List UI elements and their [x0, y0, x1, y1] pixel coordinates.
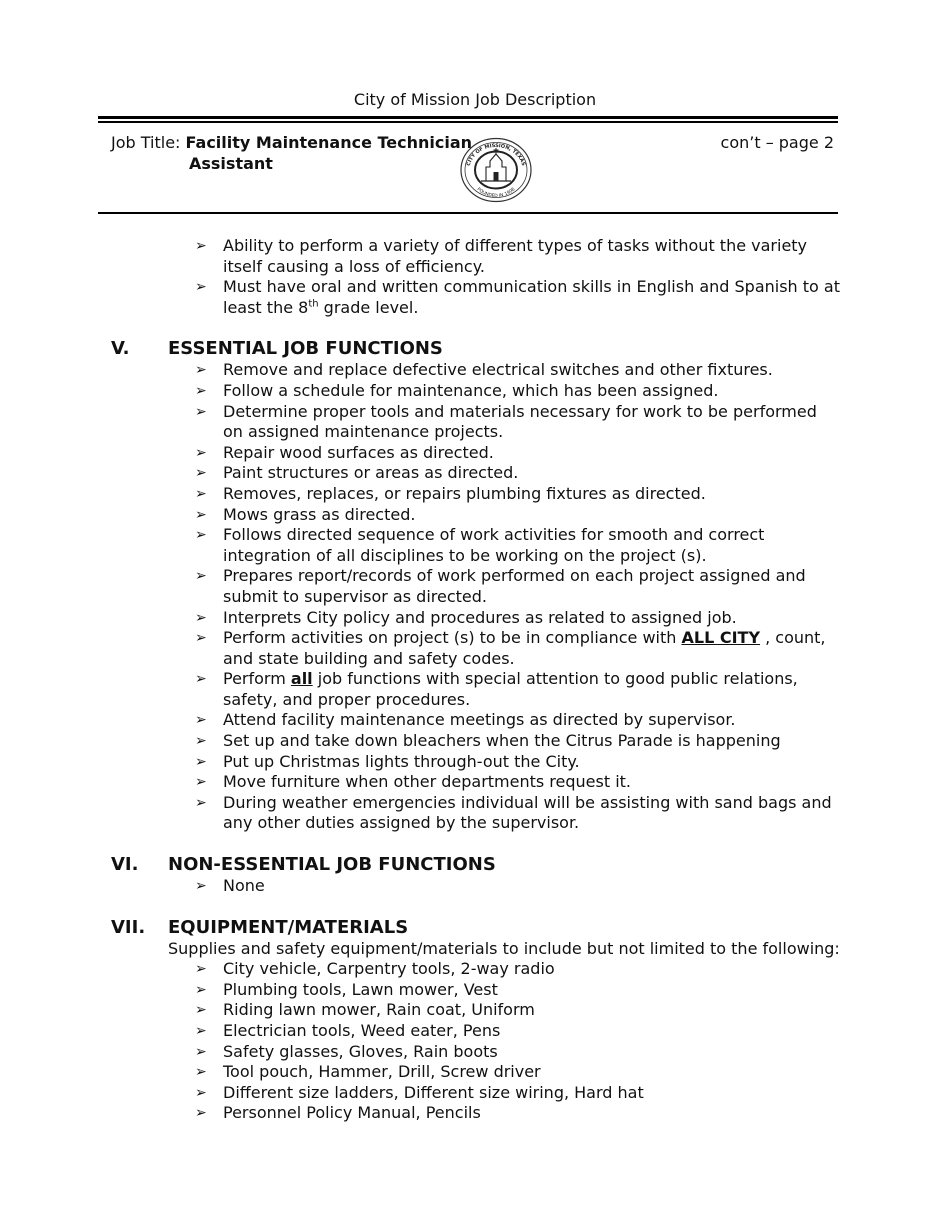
- section-title: EQUIPMENT/MATERIALS: [168, 916, 409, 938]
- list-item: ➢ Personnel Policy Manual, Pencils: [195, 1103, 481, 1123]
- arrow-bullet-icon: ➢: [195, 362, 207, 379]
- seal-top-text: CITY OF MISSION, TEXAS: [465, 142, 527, 167]
- list-item: ➢ Set up and take down bleachers when the Citrus Parade is happening: [195, 731, 781, 751]
- arrow-bullet-icon: ➢: [195, 527, 207, 544]
- section-heading-non-essential: [0, 854, 950, 876]
- arrow-bullet-icon: ➢: [195, 609, 207, 626]
- non-essential-functions-list: [0, 876, 950, 897]
- arrow-bullet-icon: ➢: [195, 1023, 207, 1039]
- arrow-bullet-icon: ➢: [195, 506, 207, 523]
- arrow-bullet-icon: ➢: [195, 403, 207, 420]
- list-item: ➢ Follows directed sequence of work activities for smooth and correct integration of all disciplines to be working on the project (s).: [195, 525, 765, 565]
- arrow-bullet-icon: ➢: [195, 794, 207, 811]
- emphasis-all-city: ALL CITY: [681, 628, 761, 648]
- list-item: ➢ Ability to perform a variety of different types of tasks without the variety itself causing a loss of efficiency.: [195, 236, 808, 276]
- page-number: con’t – page 2: [720, 133, 834, 152]
- list-item: ➢ Different size ladders, Different size wiring, Hard hat: [195, 1082, 644, 1102]
- job-title-block: [111, 132, 472, 174]
- list-item: ➢ Remove and replace defective electrical switches and other fixtures.: [195, 360, 773, 380]
- list-item: ➢ Paint structures or areas as directed.: [195, 463, 519, 483]
- list-item: ➢ Removes, replaces, or repairs plumbing fixtures as directed.: [195, 483, 706, 503]
- arrow-bullet-icon: ➢: [195, 981, 207, 998]
- seal-bottom-text: FOUNDED IN 1908: [475, 187, 517, 200]
- arrow-bullet-icon: ➢: [195, 774, 207, 791]
- list-item: ➢ Must have oral and written communication skills in English and Spanish to at least the 8th grade level.: [195, 277, 840, 317]
- arrow-bullet-icon: ➢: [195, 733, 207, 750]
- arrow-bullet-icon: ➢: [195, 961, 207, 978]
- job-title-value: Facility Maintenance Technician: [185, 133, 473, 152]
- header-rule-bottom: [98, 212, 838, 214]
- section-heading-equipment: [0, 917, 950, 939]
- section-title: ESSENTIAL JOB FUNCTIONS: [168, 338, 443, 360]
- equipment-list: [0, 959, 950, 1124]
- arrow-bullet-icon: ➢: [195, 382, 207, 399]
- section-title: NON-ESSENTIAL JOB FUNCTIONS: [168, 854, 496, 876]
- section-number: VII.: [111, 916, 146, 938]
- arrow-bullet-icon: ➢: [195, 1064, 207, 1081]
- list-item: ➢ Attend facility maintenance meetings as directed by supervisor.: [195, 710, 736, 730]
- equipment-intro: Supplies and safety equipment/materials to include but not limited to the following:: [168, 938, 840, 958]
- arrow-bullet-icon: ➢: [195, 485, 207, 502]
- list-item: ➢ Move furniture when other departments request it.: [195, 772, 632, 792]
- list-item: ➢ Riding lawn mower, Rain coat, Uniform: [195, 1000, 535, 1020]
- job-title-value-line2: Assistant: [189, 154, 273, 173]
- list-item: ➢ Safety glasses, Gloves, Rain boots: [195, 1041, 498, 1061]
- arrow-bullet-icon: ➢: [195, 444, 207, 461]
- list-item: ➢ Follow a schedule for maintenance, which has been assigned.: [195, 380, 719, 400]
- section-number: V.: [111, 338, 130, 360]
- arrow-bullet-icon: ➢: [195, 1043, 207, 1060]
- list-item: ➢ City vehicle, Carpentry tools, 2-way radio: [195, 959, 555, 979]
- essential-functions-list: [0, 360, 950, 834]
- arrow-bullet-icon: ➢: [195, 238, 207, 254]
- list-item: ➢ None: [195, 876, 265, 896]
- arrow-bullet-icon: ➢: [195, 568, 207, 585]
- arrow-bullet-icon: ➢: [195, 465, 207, 482]
- list-item: ➢ Perform all job functions with special attention to good public relations, safety, and proper procedures.: [195, 669, 798, 709]
- arrow-bullet-icon: ➢: [195, 1084, 207, 1101]
- list-item: ➢ During weather emergencies individual will be assisting with sand bags and any other duties assigned by the supervisor.: [195, 792, 832, 833]
- arrow-bullet-icon: ➢: [195, 630, 207, 647]
- arrow-bullet-icon: ➢: [195, 753, 207, 770]
- arrow-bullet-icon: ➢: [195, 671, 207, 688]
- list-item: ➢ Tool pouch, Hammer, Drill, Screw driver: [195, 1062, 541, 1082]
- list-item: ➢ Plumbing tools, Lawn mower, Vest: [195, 979, 498, 999]
- arrow-bullet-icon: ➢: [195, 712, 207, 729]
- arrow-bullet-icon: ➢: [195, 1105, 207, 1122]
- header-rule-thin: [98, 121, 838, 123]
- emphasis-all: all: [290, 669, 313, 689]
- section-number: VI.: [111, 854, 139, 876]
- list-item: ➢ Repair wood surfaces as directed.: [195, 442, 494, 462]
- section-heading-essential: [0, 338, 950, 360]
- city-seal-icon: [459, 137, 533, 203]
- arrow-bullet-icon: ➢: [195, 1002, 207, 1019]
- list-item: ➢ Perform activities on project (s) to be in compliance with ALL CITY , count, and state building and safety codes.: [195, 628, 826, 668]
- arrow-bullet-icon: ➢: [195, 878, 207, 895]
- list-item: ➢ Electrician tools, Weed eater, Pens: [195, 1021, 501, 1040]
- list-item: ➢ Interprets City policy and procedures as related to assigned job.: [195, 607, 737, 627]
- page-header-title: City of Mission Job Description: [353, 90, 597, 109]
- list-item: ➢ Mows grass as directed.: [195, 504, 416, 524]
- document-body: [0, 236, 950, 1124]
- list-item: ➢ Prepares report/records of work performed on each project assigned and submit to supervisor as directed.: [195, 566, 806, 606]
- job-title-label: Job Title:: [111, 133, 181, 152]
- header-rule-thick: [98, 116, 838, 119]
- arrow-bullet-icon: ➢: [195, 279, 207, 296]
- list-item: ➢ Put up Christmas lights through-out the City.: [195, 751, 580, 771]
- continued-list: [0, 236, 950, 318]
- list-item: ➢ Determine proper tools and materials necessary for work to be performed on assigned maintenance projects.: [195, 401, 817, 442]
